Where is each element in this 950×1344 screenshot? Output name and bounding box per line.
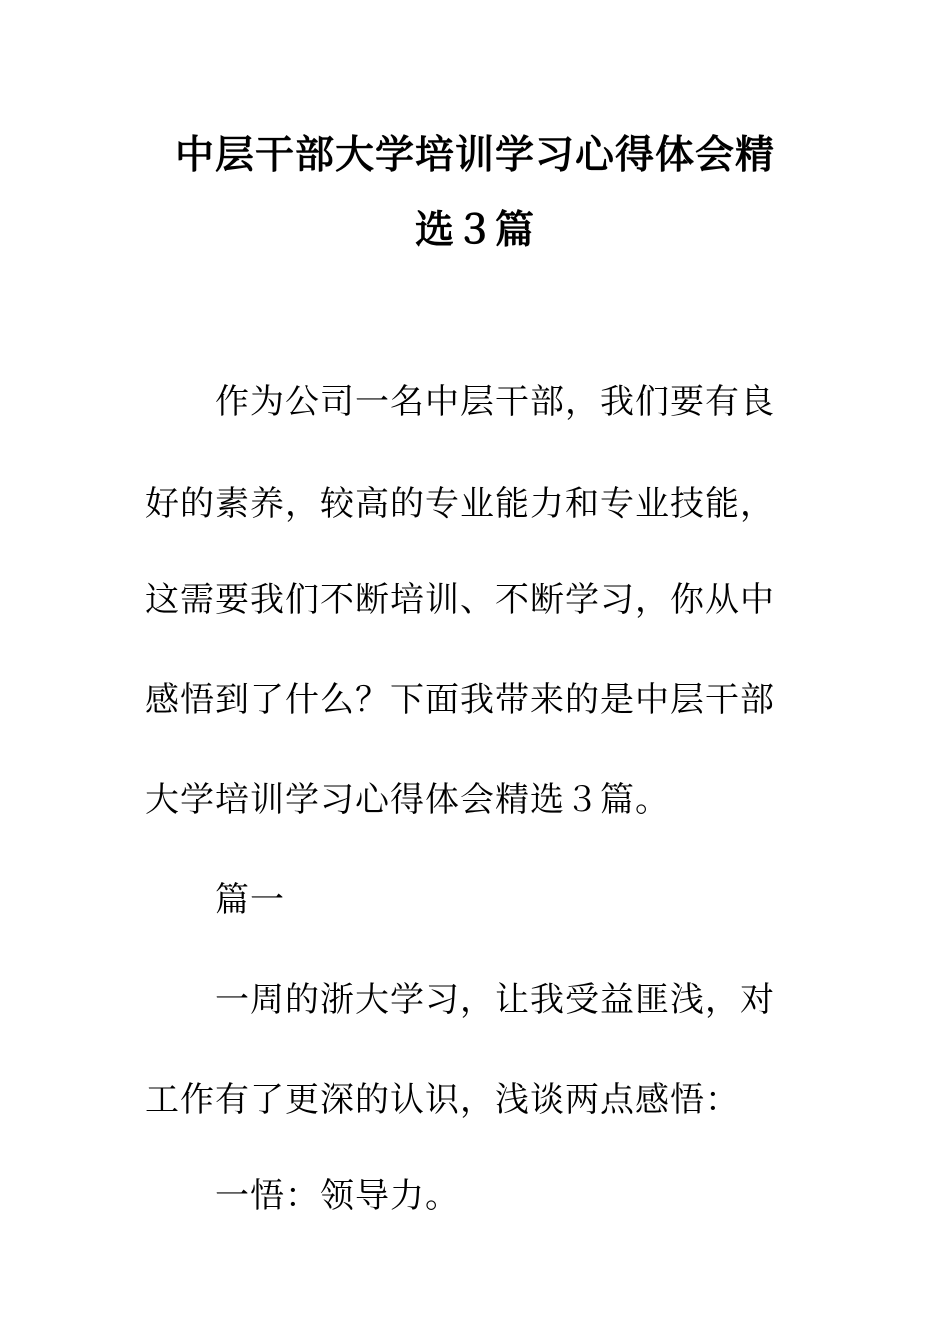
intro-line: 这需要我们不断培训、不断学习，你从中: [145, 580, 775, 620]
document-title-line-1: 中层干部大学培训学习心得体会精: [174, 132, 775, 178]
body-line: 工作有了更深的认识，浅谈两点感悟：: [145, 1080, 740, 1120]
intro-line: 大学培训学习心得体会精选３篇。: [145, 780, 670, 820]
intro-line: 好的素养，较高的专业能力和专业技能，: [145, 484, 775, 524]
document-title-line-2: 选３篇: [414, 207, 535, 253]
subheading: 一悟：领导力。: [215, 1176, 460, 1216]
intro-line: 作为公司一名中层干部，我们要有良: [215, 382, 775, 422]
body-line: 一周的浙大学习，让我受益匪浅，对: [215, 980, 775, 1020]
section-heading: 篇一: [215, 880, 285, 920]
intro-line: 感悟到了什么？下面我带来的是中层干部: [145, 680, 775, 720]
